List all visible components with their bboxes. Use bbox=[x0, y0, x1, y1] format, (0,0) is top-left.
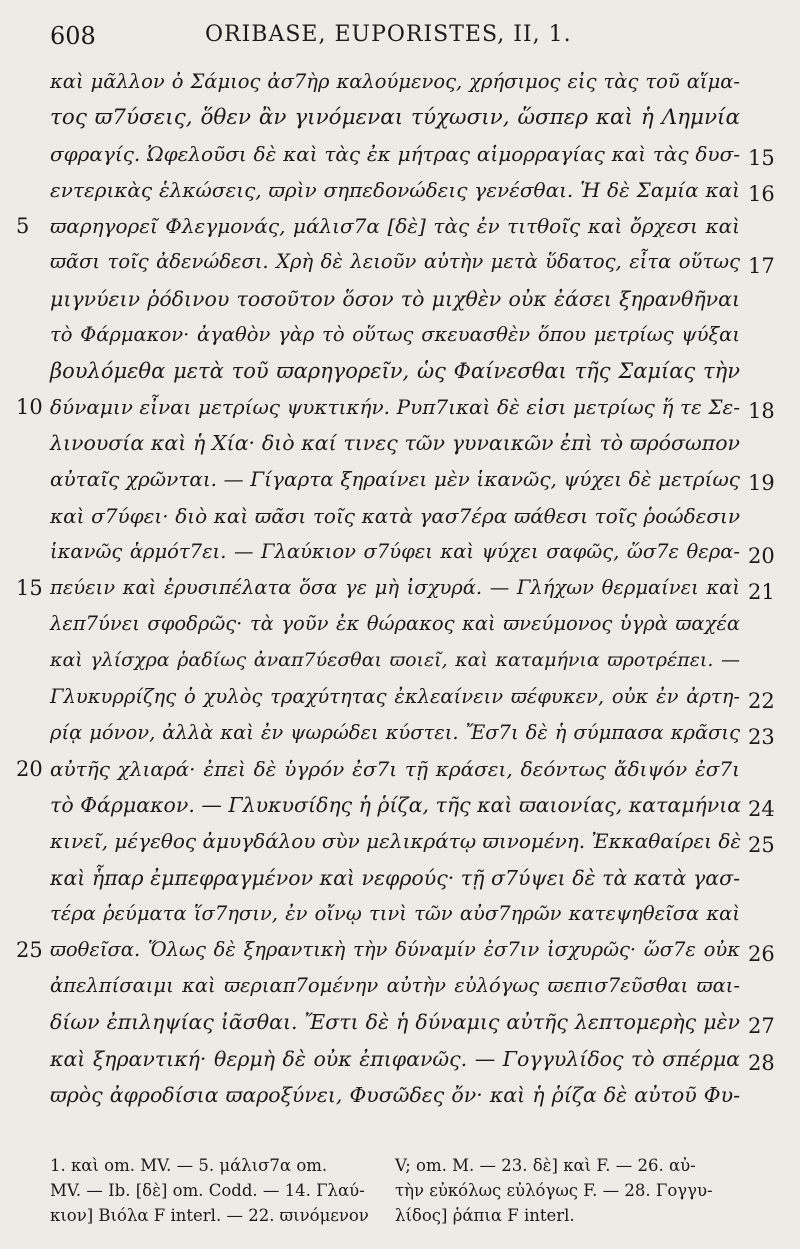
section-number: 22 bbox=[748, 689, 775, 713]
footnote-line: MV. — Ib. [δὲ] om. Codd. — 14. Γλαύ- bbox=[50, 1181, 365, 1200]
section-number: 25 bbox=[748, 833, 775, 857]
line-number: 25 bbox=[16, 938, 43, 962]
footnote-line: 1. καὶ om. MV. — 5. μάλισ7α om. bbox=[50, 1156, 328, 1175]
section-number: 27 bbox=[748, 1014, 775, 1038]
footnote-line: V; om. M. — 23. δὲ] καὶ F. — 26. αὐ- bbox=[395, 1156, 696, 1175]
footnote-line: κιον] Βιόλα F interl. — 22. ϖινόμενον bbox=[50, 1206, 369, 1225]
text-line: κινεῖ, μέγεθος ἀμυγδάλου σὺν μελικράτῳ ϖινομένη. Ἐκκαθαίρει δὲ bbox=[50, 829, 742, 853]
text-line: καὶ ἧπαρ ἐμπεφραγμένον καὶ νεφρούς· τῇ σ7ύψει δὲ τὰ κατὰ γασ- bbox=[50, 866, 740, 890]
running-title: ORIBASE, EUPORISTES, II, 1. bbox=[205, 22, 572, 47]
footnote-line: λίδος] ῥάπια F interl. bbox=[395, 1206, 575, 1225]
section-number: 19 bbox=[748, 471, 775, 495]
text-line: τος ϖ7ύσεις, ὅθεν ἂν γινόμεναι τύχωσιν, ὥσπερ καὶ ἡ Λημνία bbox=[50, 105, 740, 130]
text-line: ϖαρηγορεῖ Φλεγμονάς, μάλισ7α [δὲ] τὰς ἐν τιτθοῖς καὶ ὄρχεσι καὶ bbox=[50, 214, 740, 238]
text-line: πεύειν καὶ ἐρυσιπέλατα ὅσα γε μὴ ἰσχυρά. — Γλήχων θερμαίνει καὶ bbox=[50, 576, 740, 599]
section-number: 21 bbox=[748, 580, 775, 604]
text-line: αὐταῖς χρῶνται. — Γίγαρτα ξηραίνει μὲν ἱκανῶς, ψύχει δὲ μετρίως bbox=[50, 467, 740, 491]
text-line: λεπ7ύνει σφοδρῶς· τὰ γοῦν ἐκ θώρακος καὶ ϖνεύμονος ὑγρὰ ϖαχέα bbox=[50, 612, 740, 635]
text-line: Γλυκυρρίζης ὁ χυλὸς τραχύτητας ἐκλεαίνειν ϖέφυκεν, οὐκ ἐν ἀρτη- bbox=[50, 685, 740, 708]
text-line: ἀπελπίσαιμι καὶ ϖεριαπ7ομένην αὐτὴν εὐλόγως ϖεπισ7εῦσθαι ϖαι- bbox=[50, 974, 740, 997]
footnotes-left-column bbox=[50, 1153, 385, 1228]
page-number: 608 bbox=[50, 22, 96, 50]
text-line: καὶ μᾶλλον ὁ Σάμιος ἀσ7ὴρ καλούμενος, χρήσιμος εἰς τὰς τοῦ αἵμα- bbox=[50, 70, 740, 93]
section-number: 24 bbox=[748, 797, 775, 821]
line-number: 10 bbox=[16, 395, 43, 419]
text-line: δύναμιν εἶναι μετρίως ψυκτικήν. Ρυπ7ικαὶ δὲ εἰσι μετρίως ἥ τε Σε- bbox=[50, 395, 740, 419]
text-line: ἱκανῶς ἁρμότ7ει. — Γλαύκιον σ7ύφει καὶ ψύχει σαφῶς, ὥσ7ε θερα- bbox=[50, 540, 740, 563]
text-line: ϖοθεῖσα. Ὅλως δὲ ξηραντικὴ τὴν δύναμίν ἐσ7ιν ἰσχυρῶς· ὥσ7ε οὐκ bbox=[50, 938, 740, 961]
text-line: καὶ ξηραντική· θερμὴ δὲ οὐκ ἐπιφανῶς. — Γογγυλίδος τὸ σπέρμα bbox=[50, 1047, 740, 1071]
text-line: δίων ἐπιληψίας ἰᾶσθαι. Ἔστι δὲ ἡ δύναμις αὐτῆς λεπτομερὴς μὲν bbox=[50, 1010, 740, 1034]
section-number: 17 bbox=[748, 254, 775, 278]
section-number: 28 bbox=[748, 1051, 775, 1075]
text-line: ϖᾶσι τοῖς ἀδενώδεσι. Χρὴ δὲ λειοῦν αὐτὴν μετὰ ὕδατος, εἶτα οὕτως bbox=[50, 250, 740, 273]
text-line: μιγνύειν ῥόδινου τοσοῦτον ὅσον τὸ μιχθὲν οὐκ ἐάσει ξηρανθῆναι bbox=[50, 287, 740, 311]
footnotes-right-column bbox=[395, 1153, 750, 1228]
text-line: αὐτῆς χλιαρά· ἐπεὶ δὲ ὑγρόν ἐσ7ι τῇ κράσει, δεόντως ἄδιψόν ἐσ7ι bbox=[50, 757, 740, 781]
text-line: λινουσία καὶ ἡ Χία· διὸ καί τινες τῶν γυναικῶν ἐπὶ τὸ ϖρόσωπον bbox=[50, 431, 740, 455]
text-line: καὶ σ7ύφει· διὸ καὶ ϖᾶσι τοῖς κατὰ γασ7έρα ϖάθεσι τοῖς ῥοώδεσιν bbox=[50, 504, 740, 528]
text-line: καὶ γλίσχρα ῥαδίως ἀναπ7ύεσθαι ϖοιεῖ, καὶ καταμήνια ϖροτρέπει. — bbox=[50, 649, 740, 671]
line-number: 5 bbox=[16, 214, 30, 238]
text-line: ϖρὸς ἀφροδίσια ϖαροξύνει, Φυσῶδες ὄν· καὶ ἡ ῥίζα δὲ αὐτοῦ Φυ- bbox=[50, 1083, 740, 1107]
text-line: τὸ Φάρμακον· ἀγαθὸν γὰρ τὸ οὕτως σκευασθὲν ὅπου μετρίως ψύξαι bbox=[50, 323, 740, 346]
text-line: σφραγίς. Ὠφελοῦσι δὲ καὶ τὰς ἐκ μήτρας αἱμορραγίας καὶ τὰς δυσ- bbox=[50, 142, 740, 166]
page-header bbox=[0, 22, 800, 56]
section-number: 23 bbox=[748, 725, 775, 749]
text-line: τέρα ῥεύματα ἵσ7ησιν, ἐν οἴνῳ τινὶ τῶν αὐσ7ηρῶν κατεψηθεῖσα καὶ bbox=[50, 902, 740, 925]
line-number: 15 bbox=[16, 576, 43, 600]
footnote-line: τὴν εὐκόλως εὐλόγως F. — 28. Γογγυ- bbox=[395, 1181, 713, 1200]
text-line: ρίᾳ μόνον, ἀλλὰ καὶ ἐν ψωρώδει κύστει. Ἔσ7ι δὲ ἡ σύμπασα κρᾶσις bbox=[50, 721, 740, 744]
text-line: βουλόμεθα μετὰ τοῦ ϖαρηγορεῖν, ὡς Φαίνεσθαι τῆς Σαμίας τὴν bbox=[50, 359, 740, 383]
text-line: εντερικὰς ἑλκώσεις, ϖρὶν σηπεδονώδεις γενέσθαι. Ἡ δὲ Σαμία καὶ bbox=[50, 178, 740, 202]
section-number: 15 bbox=[748, 146, 775, 170]
section-number: 16 bbox=[748, 182, 775, 206]
section-number: 20 bbox=[748, 544, 775, 568]
section-number: 26 bbox=[748, 942, 775, 966]
line-number: 20 bbox=[16, 757, 43, 781]
text-line: τὸ Φάρμακον. — Γλυκυσίδης ἡ ῥίζα, τῆς καὶ ϖαιονίας, καταμήνια bbox=[50, 793, 742, 817]
section-number: 18 bbox=[748, 399, 775, 423]
